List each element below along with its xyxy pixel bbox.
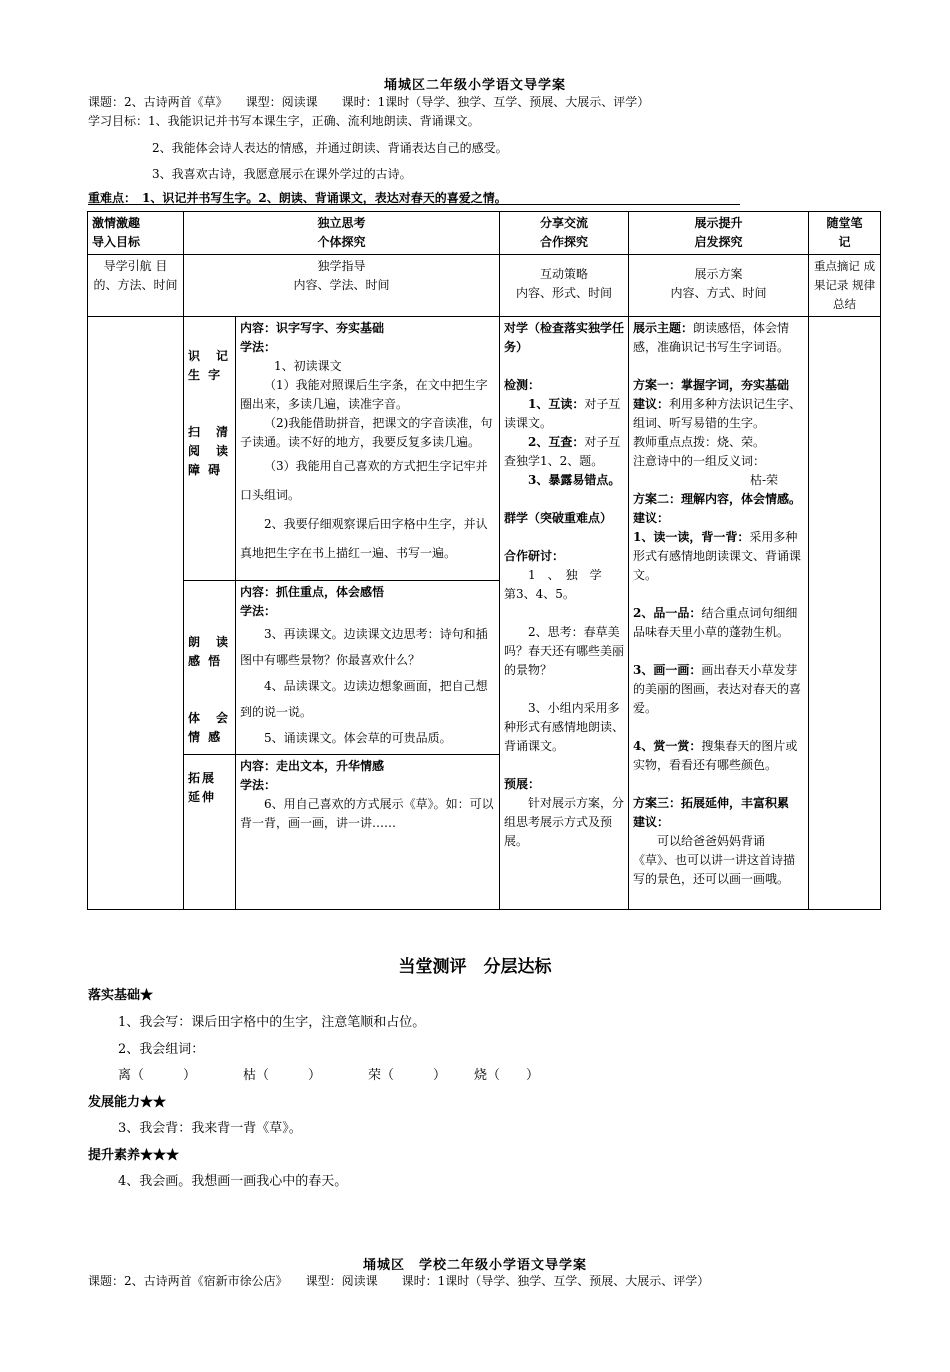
learning-goals [88,112,480,129]
subheader-independent: 独学指导 内容、学法、时间 [184,255,500,317]
subheader-guide: 导学引航 目的、方法、时间 [88,255,184,317]
goal-1: 1、我能识记并书写本课生字，正确、流利地朗读、背诵课文。 [148,114,480,128]
next-page-title: 埇城区 学校二年级小学语文导学案 [362,1258,587,1273]
goals-label: 学习目标： [88,114,149,128]
header-intro: 激情激趣 导入目标 [88,212,184,255]
notes-cell [809,317,881,910]
question-3: 3、我会背：我来背一背《草》。 [118,1121,302,1136]
header-show: 展示提升 启发探究 [629,212,809,255]
goal-2: 2、我能体会诗人表达的情感，并通过朗读、背诵表达自己的感受。 [152,141,508,155]
interaction-strategy: 对学（检查落实独学任务） 检测： 1、互读：对子互读课文。 2、互查：对子互查独学1、2、题。 3、暴露易错点。 群学（突破重难点） 合作研讨： 1 、 独 学 第3、4、5。 2、思考：春草美吗？春天还有哪些美丽的景物？ 3、小组内采用多种形式有感情地朗读、背诵课文。 预展： 针对展示方案，分组思考展示方式及预展。 [500,317,629,910]
word-blank-3: 荣（ ） [368,1068,447,1083]
section-literacy: 提升素养★★★ [88,1148,180,1163]
header-share: 分享交流 合作探究 [500,212,629,255]
label-extend: 拓展 延伸 [184,755,236,910]
content-block-2: 内容：抓住重点，体会感悟 学法： 3、再读课文。边读课文边思考：诗句和插图中有哪些景物？你最喜欢什么？ 4、品读课文。边读边想象画面，把自己想到的说一说。 5、诵读课文。体会草的可贵品质。 [236,581,500,755]
divider [88,204,740,205]
subheader-plan: 展示方案 内容、方式、时间 [629,255,809,317]
word-blank-1: 离（ ） [118,1068,197,1083]
key-points: 重难点： 1、识记并书写生字。2、朗读、背诵课文，表达对春天的喜爱之情。 [88,191,507,205]
content-block-1: 内容：识字写字、夯实基础 学法： 1、初读课文 （1）我能对照课后生字条，在文中把生字圈出来，多读几遍，读准字音。 （2)我能借助拼音，把课文的字音读准，句子读通。读不好的地方，我要反复多读几遍。 （3）我能用自己喜欢的方式把生字记牢并口头组词。 2、我要仔细观察课后田字格中生字，并认真地把生字在书上描红一遍、书写一遍。 [236,317,500,581]
question-1: 1、我会写：课后田字格中的生字，注意笔顺和占位。 [118,1015,426,1030]
word-blank-4: 烧（ ） [474,1068,540,1083]
goal-3: 3、我喜欢古诗，我愿意展示在课外学过的古诗。 [152,167,412,181]
content-block-3: 内容：走出文本，升华情感 学法： 6、用自己喜欢的方式展示《草》。如：可以背一背，画一画，讲一讲…… [236,755,500,910]
lesson-plan-table [87,211,881,910]
eval-title: 当堂测评 分层达标 [398,957,552,977]
word-blank-2: 枯（ ） [243,1068,322,1083]
display-plan: 展示主题：朗读感悟，体会情感，准确识记书写生字词语。 方案一：掌握字词，夯实基础 建议：利用多种方法识记生字、组词、听写易错的生字。 教师重点点拨：烧、荣。 注意诗中的一组反义词： 枯-荣 方案二：理解内容，体会情感。 建议： 1、读一读，背一背：采用多种形式有感情地朗读课文、背诵课文。 2、品一品：结合重点词句细细品味春天里小草的蓬勃生机。 3、画一画：画出春天小草发芽的美丽的图画，表达对春天的喜爱。 4、赏一赏：搜集春天的图片或实物，看看还有哪些颜色。 方案三：拓展延伸，丰富积累 建议： 可以给爸爸妈妈背诵《草》、也可以讲一讲这首诗描写的景色，还可以画一画哦。 [629,317,809,910]
section-ability: 发展能力★★ [88,1095,167,1110]
intro-cell [88,317,184,910]
header-independent: 独立思考 个体探究 [184,212,500,255]
subheader-notes: 重点摘记 成果记录 规律总结 [809,255,881,317]
header-notes: 随堂笔 记 [809,212,881,255]
section-basic: 落实基础★ [88,988,154,1003]
subheader-interaction: 互动策略 内容、形式、时间 [500,255,629,317]
next-course-line: 课题：2、古诗两首《宿新市徐公店》 课型：阅读课 课时：1课时（导学、独学、互学、预展、大展示、评学） [88,1274,710,1288]
label-recognize: 识 记 生 字 扫 清 阅 读 障 碍 [184,317,236,581]
question-4: 4、我会画。我想画一画我心中的春天。 [118,1174,348,1189]
page-title: 埇城区二年级小学语文导学案 [383,78,566,93]
course-line: 课题：2、古诗两首《草》 课型：阅读课 课时：1课时（导学、独学、互学、预展、大展示、评学） [88,95,650,109]
label-read: 朗 读 感 悟 体 会 情 感 [184,581,236,755]
question-2: 2、我会组词： [118,1042,205,1057]
